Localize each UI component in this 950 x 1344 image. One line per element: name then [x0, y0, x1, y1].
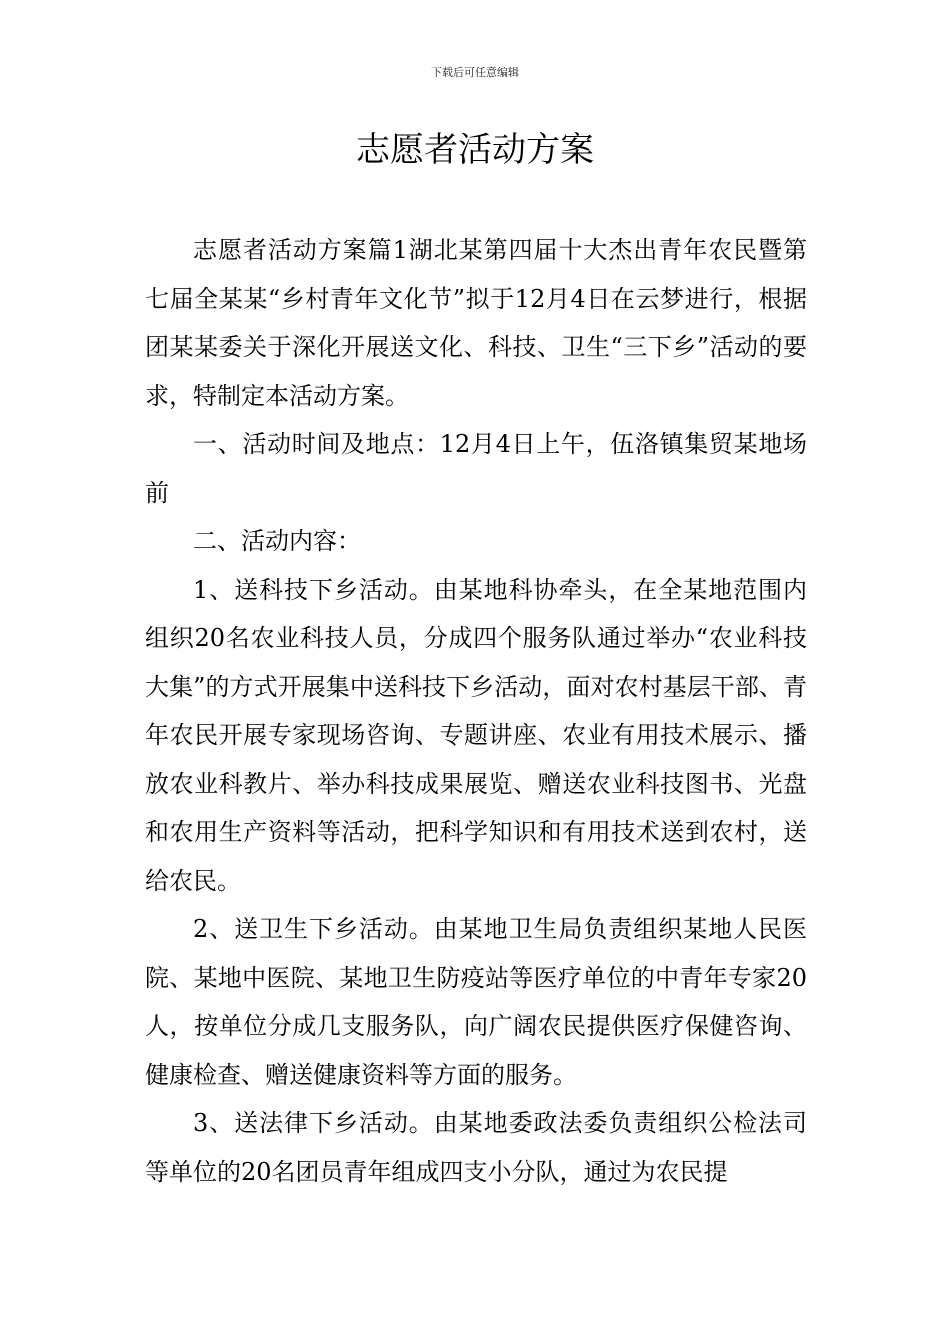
paragraph-time-location: 一、活动时间及地点：12月4日上午，伍洛镇集贸某地场前 — [145, 430, 807, 507]
paragraph-health: 2、送卫生下乡活动。由某地卫生局负责组织某地人民医院、某地中医院、某地卫生防疫站等医疗单位的中青年专家20人，按单位分成几支服务队，向广阔农民提供医疗保健咨询、健康检查、赠送健康资料等方面的服务。 — [145, 915, 807, 1089]
paragraph-intro: 志愿者活动方案篇1湖北某第四届十大杰出青年农民暨第七届全某某“乡村青年文化节”拟于12月4日在云梦进行，根据团某某委关于深化开展送文化、科技、卫生“三下乡”活动的要求，特制定本活动方案。 — [145, 236, 807, 410]
paragraph-law: 3、送法律下乡活动。由某地委政法委负责组织公检法司等单位的20名团员青年组成四支小分队，通过为农民提 — [145, 1109, 807, 1186]
paragraph-science: 1、送科技下乡活动。由某地科协牵头，在全某地范围内组织20名农业科技人员，分成四个服务队通过举办“农业科技大集”的方式开展集中送科技下乡活动，面对农村基层干部、青年农民开展专家现场咨询、专题讲座、农业有用技术展示、播放农业科教片、举办科技成果展览、赠送农业科技图书、光盘和农用生产资料等活动，把科学知识和有用技术送到农村，送给农民。 — [145, 575, 807, 895]
header-note: 下载后可任意编辑 — [431, 66, 519, 79]
document-body — [145, 226, 807, 1196]
document-title: 志愿者活动方案 — [356, 130, 594, 170]
paragraph-content-heading: 二、活动内容： — [193, 527, 361, 555]
